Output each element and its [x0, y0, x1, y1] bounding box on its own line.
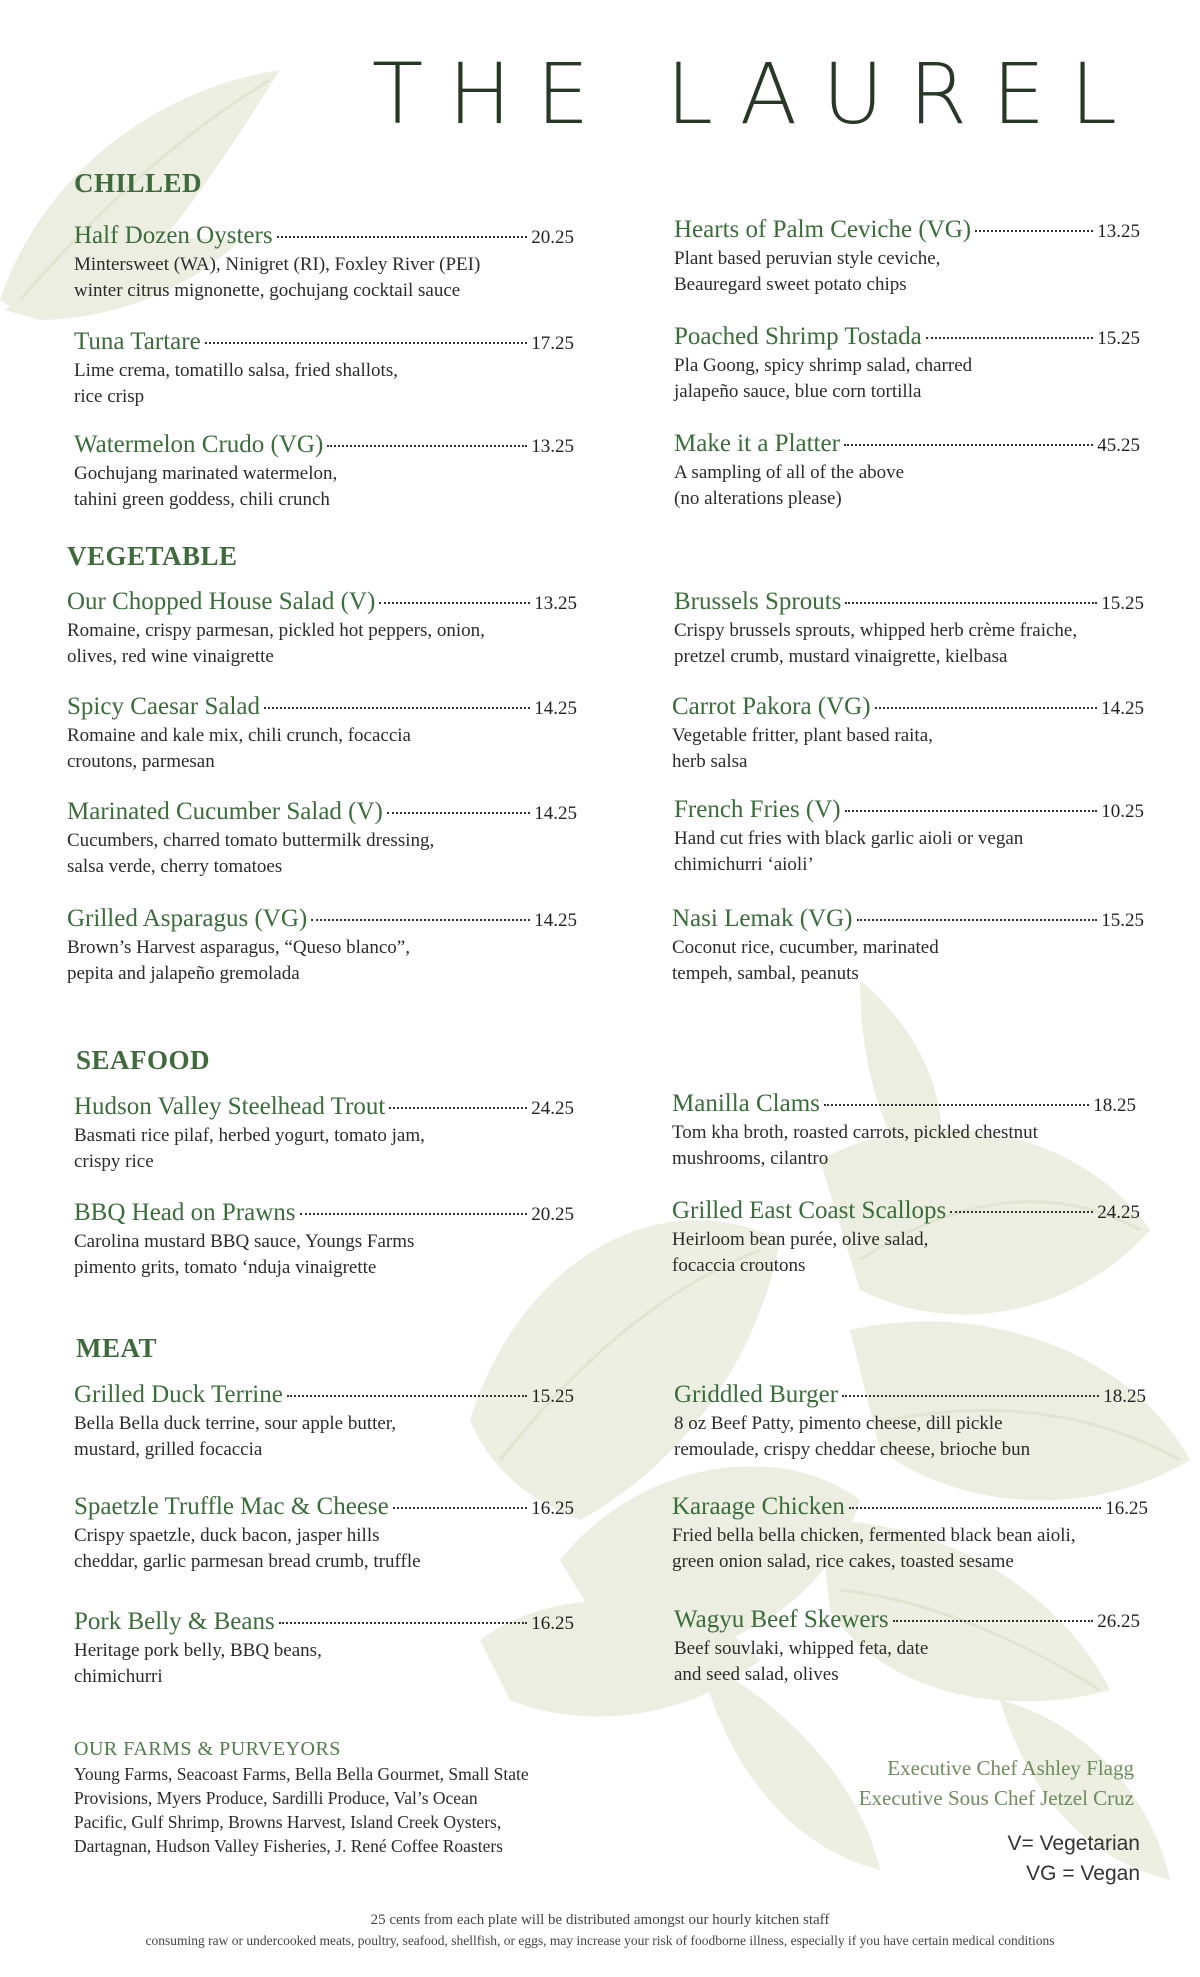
item-description — [67, 618, 577, 670]
desc-line: Romaine, crispy parmesan, pickled hot peppers, onion, — [67, 620, 485, 641]
leader-dots — [379, 602, 530, 604]
desc-line: rice crisp — [74, 386, 145, 407]
item-name: BBQ Head on Prawns — [74, 1199, 296, 1226]
item-price: 16.25 — [531, 1498, 574, 1519]
desc-line: Coconut rice, cucumber, marinated — [672, 937, 939, 958]
menu-item — [74, 222, 574, 304]
section-title-meat: MEAT — [76, 1333, 157, 1363]
farms-title: OUR FARMS & PURVEYORS — [74, 1738, 341, 1760]
desc-line: chimichurri ‘aioli’ — [674, 854, 814, 875]
item-price: 20.25 — [531, 1204, 574, 1225]
item-name: Our Chopped House Salad (V) — [67, 588, 376, 615]
menu-item — [74, 1093, 574, 1175]
leader-dots — [387, 812, 530, 814]
legend-vegan: VG = Vegan — [1026, 1862, 1140, 1885]
leader-dots — [857, 919, 1098, 921]
desc-line: Bella Bella duck terrine, sour apple butter, — [74, 1413, 397, 1434]
menu-item — [74, 1199, 574, 1281]
menu-item — [674, 588, 1144, 670]
item-price: 16.25 — [1105, 1498, 1148, 1519]
item-description — [74, 1411, 574, 1463]
item-name: Brussels Sprouts — [674, 588, 842, 615]
item-description — [674, 246, 1140, 298]
menu-item — [674, 796, 1144, 878]
menu-item — [74, 1608, 574, 1690]
item-name: Grilled Duck Terrine — [74, 1381, 283, 1408]
item-price: 15.25 — [1101, 593, 1144, 614]
leader-dots — [279, 1622, 528, 1624]
item-name: Spaetzle Truffle Mac & Cheese — [74, 1493, 389, 1520]
item-price: 15.25 — [531, 1386, 574, 1407]
desc-line: Crispy spaetzle, duck bacon, jasper hills — [74, 1525, 380, 1546]
menu-item — [74, 431, 574, 513]
menu-item — [672, 905, 1144, 987]
desc-line: pepita and jalapeño gremolada — [67, 963, 300, 984]
item-name: Pork Belly & Beans — [74, 1608, 275, 1635]
leader-dots — [393, 1507, 528, 1509]
item-price: 10.25 — [1101, 801, 1144, 822]
item-description — [74, 1638, 574, 1690]
menu-item — [674, 430, 1140, 512]
menu-item — [674, 1381, 1146, 1463]
desc-line: Hand cut fries with black garlic aioli or vegan — [674, 828, 1024, 849]
desc-line: Brown’s Harvest asparagus, “Queso blanco”, — [67, 937, 410, 958]
item-price: 13.25 — [534, 593, 577, 614]
item-description — [74, 1229, 574, 1281]
item-name: Marinated Cucumber Salad (V) — [67, 798, 383, 825]
leader-dots — [264, 707, 530, 709]
menu-item — [674, 216, 1140, 298]
desc-line: green onion salad, rice cakes, toasted sesame — [672, 1551, 1014, 1572]
item-description — [672, 1120, 1136, 1172]
menu-item — [672, 1493, 1148, 1575]
desc-line: Beef souvlaki, whipped feta, date — [674, 1638, 929, 1659]
item-description — [674, 1636, 1140, 1688]
executive-sous-chef: Executive Sous Chef Jetzel Cruz — [858, 1786, 1134, 1810]
desc-line: Pla Goong, spicy shrimp salad, charred — [674, 355, 973, 376]
menu-item — [67, 798, 577, 880]
desc-line: jalapeño sauce, blue corn tortilla — [674, 381, 922, 402]
desc-line: remoulade, crispy cheddar cheese, brioche bun — [674, 1439, 1031, 1460]
item-description — [74, 1123, 574, 1175]
item-price: 24.25 — [531, 1098, 574, 1119]
item-price: 14.25 — [1101, 698, 1144, 719]
leader-dots — [277, 236, 528, 238]
item-description — [672, 1523, 1148, 1575]
menu-item — [74, 1493, 574, 1575]
desc-line: mustard, grilled focaccia — [74, 1439, 263, 1460]
item-description — [672, 935, 1144, 987]
item-name: Karaage Chicken — [672, 1493, 845, 1520]
item-name: Watermelon Crudo (VG) — [74, 431, 324, 458]
desc-line: salsa verde, cherry tomatoes — [67, 856, 283, 877]
leader-dots — [849, 1507, 1101, 1509]
item-price: 20.25 — [531, 227, 574, 248]
desc-line: Vegetable fritter, plant based raita, — [672, 725, 933, 746]
desc-line: Gochujang marinated watermelon, — [74, 463, 338, 484]
leader-dots — [287, 1395, 527, 1397]
desc-line: Carolina mustard BBQ sauce, Youngs Farms — [74, 1231, 415, 1252]
item-name: Make it a Platter — [674, 430, 840, 457]
item-name: Griddled Burger — [674, 1381, 839, 1408]
item-description — [672, 1227, 1140, 1279]
section-title-seafood: SEAFOOD — [76, 1045, 211, 1075]
item-price: 14.25 — [534, 910, 577, 931]
item-description — [67, 723, 577, 775]
item-description — [74, 461, 574, 513]
desc-line: Cucumbers, charred tomato buttermilk dressing, — [67, 830, 435, 851]
staff-note: 25 cents from each plate will be distributed amongst our hourly kitchen staff — [370, 1912, 830, 1928]
item-price: 15.25 — [1101, 910, 1144, 931]
item-price: 13.25 — [1097, 221, 1140, 242]
desc-line: (no alterations please) — [674, 488, 842, 509]
section-title-vegetable: VEGETABLE — [67, 541, 238, 571]
leader-dots — [327, 445, 527, 447]
restaurant-name: THE LAUREL — [371, 45, 1142, 143]
desc-line: Crispy brussels sprouts, whipped herb crème fraiche, — [674, 620, 1078, 641]
leader-dots — [975, 230, 1093, 232]
item-name: Grilled East Coast Scallops — [672, 1197, 947, 1224]
farms-list — [74, 1762, 614, 1858]
leader-dots — [389, 1107, 527, 1109]
leader-dots — [311, 919, 530, 921]
desc-line: olives, red wine vinaigrette — [67, 646, 274, 667]
desc-line: Heirloom bean purée, olive salad, — [672, 1229, 929, 1250]
item-description — [74, 358, 574, 410]
item-description — [674, 618, 1144, 670]
desc-line: A sampling of all of the above — [674, 462, 905, 483]
legend-vegetarian: V= Vegetarian — [1007, 1832, 1140, 1855]
item-price: 26.25 — [1097, 1611, 1140, 1632]
item-price: 24.25 — [1097, 1202, 1140, 1223]
menu-item — [74, 1381, 574, 1463]
menu-item — [672, 693, 1144, 775]
item-description — [674, 353, 1140, 405]
item-price: 18.25 — [1093, 1095, 1136, 1116]
leader-dots — [845, 602, 1097, 604]
item-name: Poached Shrimp Tostada — [674, 323, 922, 350]
item-description — [674, 1411, 1146, 1463]
item-description — [674, 460, 1140, 512]
desc-line: Plant based peruvian style ceviche, — [674, 248, 941, 269]
item-name: Tuna Tartare — [74, 328, 201, 355]
desc-line: crispy rice — [74, 1151, 154, 1172]
desc-line: winter citrus mignonette, gochujang cocktail sauce — [74, 280, 461, 301]
item-description — [67, 935, 577, 987]
desc-line: Basmati rice pilaf, herbed yogurt, tomato jam, — [74, 1125, 425, 1146]
item-name: Half Dozen Oysters — [74, 222, 273, 249]
desc-line: mushrooms, cilantro — [672, 1148, 829, 1169]
item-description — [67, 828, 577, 880]
farms-line: Dartagnan, Hudson Valley Fisheries, J. René Coffee Roasters — [74, 1836, 503, 1856]
menu-item — [74, 328, 574, 410]
leader-dots — [926, 337, 1093, 339]
desc-line: Romaine and kale mix, chili crunch, focaccia — [67, 725, 411, 746]
desc-line: focaccia croutons — [672, 1255, 806, 1276]
item-name: Hudson Valley Steelhead Trout — [74, 1093, 386, 1120]
leader-dots — [845, 810, 1098, 812]
desc-line: Lime crema, tomatillo salsa, fried shallots, — [74, 360, 398, 381]
desc-line: tahini green goddess, chili crunch — [74, 489, 330, 510]
farms-line: Provisions, Myers Produce, Sardilli Produce, Val’s Ocean — [74, 1788, 478, 1808]
menu-item — [67, 693, 577, 775]
menu-item — [672, 1090, 1136, 1172]
desc-line: cheddar, garlic parmesan bread crumb, truffle — [74, 1551, 421, 1572]
desc-line: chimichurri — [74, 1666, 163, 1687]
item-price: 17.25 — [531, 333, 574, 354]
item-name: Nasi Lemak (VG) — [672, 905, 853, 932]
desc-line: tempeh, sambal, peanuts — [672, 963, 859, 984]
item-name: Grilled Asparagus (VG) — [67, 905, 308, 932]
item-description — [74, 1523, 574, 1575]
desc-line: Beauregard sweet potato chips — [674, 274, 907, 295]
item-name: Manilla Clams — [672, 1090, 820, 1117]
leader-dots — [875, 707, 1098, 709]
menu-item — [67, 588, 577, 670]
desc-line: Tom kha broth, roasted carrots, pickled chestnut — [672, 1122, 1038, 1143]
desc-line: pimento grits, tomato ‘nduja vinaigrette — [74, 1257, 377, 1278]
desc-line: 8 oz Beef Patty, pimento cheese, dill pickle — [674, 1413, 1003, 1434]
health-warning: consuming raw or undercooked meats, poultry, seafood, shellfish, or eggs, may increase your risk of foodborne illness, especially if you have certain medical conditions — [145, 1933, 1055, 1948]
desc-line: pretzel crumb, mustard vinaigrette, kielbasa — [674, 646, 1008, 667]
leader-dots — [842, 1395, 1099, 1397]
desc-line: Heritage pork belly, BBQ beans, — [74, 1640, 322, 1661]
item-name: Wagyu Beef Skewers — [674, 1606, 889, 1633]
item-name: French Fries (V) — [674, 796, 841, 823]
item-name: Hearts of Palm Ceviche (VG) — [674, 216, 972, 243]
desc-line: and seed salad, olives — [674, 1664, 839, 1685]
desc-line: herb salsa — [672, 751, 748, 772]
menu-item — [674, 1606, 1140, 1688]
desc-line: Fried bella bella chicken, fermented black bean aioli, — [672, 1525, 1076, 1546]
item-description — [74, 252, 574, 304]
item-price: 14.25 — [534, 803, 577, 824]
item-description — [672, 723, 1144, 775]
leader-dots — [950, 1211, 1093, 1213]
leader-dots — [824, 1104, 1089, 1106]
desc-line: Mintersweet (WA), Ninigret (RI), Foxley River (PEI) — [74, 254, 481, 275]
leader-dots — [893, 1620, 1094, 1622]
leader-dots — [844, 444, 1093, 446]
item-price: 18.25 — [1103, 1386, 1146, 1407]
item-name: Carrot Pakora (VG) — [672, 693, 871, 720]
executive-chef: Executive Chef Ashley Flagg — [887, 1756, 1134, 1780]
farms-line: Young Farms, Seacoast Farms, Bella Bella Gourmet, Small State — [74, 1764, 529, 1784]
leader-dots — [205, 342, 528, 344]
menu-item — [67, 905, 577, 987]
section-title-chilled: CHILLED — [74, 168, 203, 198]
item-price: 45.25 — [1097, 435, 1140, 456]
item-price: 14.25 — [534, 698, 577, 719]
desc-line: croutons, parmesan — [67, 751, 215, 772]
menu-item — [672, 1197, 1140, 1279]
item-description — [674, 826, 1144, 878]
item-name: Spicy Caesar Salad — [67, 693, 261, 720]
farms-line: Pacific, Gulf Shrimp, Browns Harvest, Island Creek Oysters, — [74, 1812, 502, 1832]
leader-dots — [300, 1213, 528, 1215]
item-price: 15.25 — [1097, 328, 1140, 349]
menu-item — [674, 323, 1140, 405]
item-price: 13.25 — [531, 436, 574, 457]
item-price: 16.25 — [531, 1613, 574, 1634]
